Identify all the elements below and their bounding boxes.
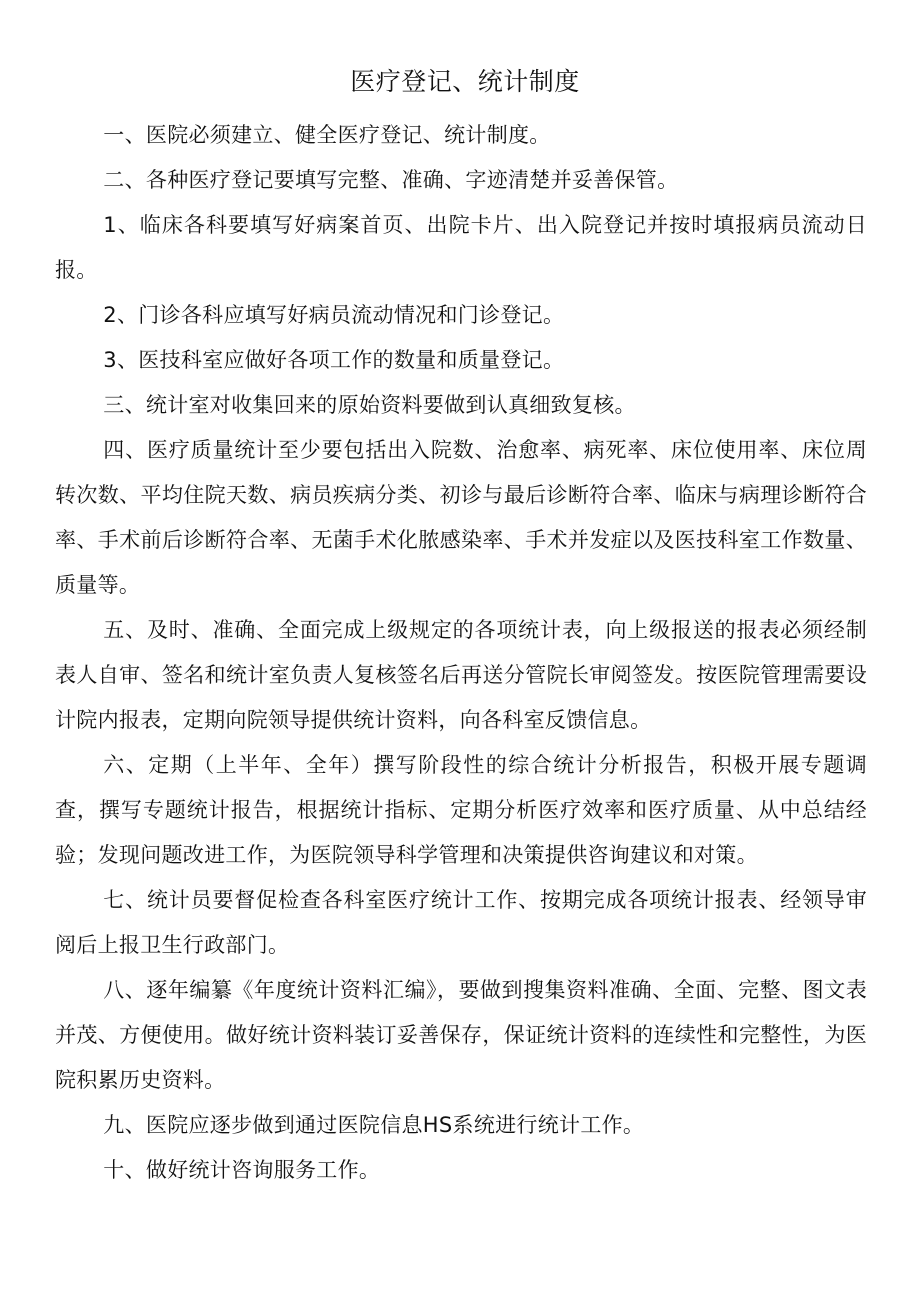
paragraph-6: 六、定期（上半年、全年）撰写阶段性的综合统计分析报告，积极开展专题调查，撰写专题统计报告，根据统计指标、定期分析医疗效率和医疗质量、从中总结经验；发现问题改进工作，为医院领导科学管理和决策提供咨询建议和对策。 (55, 753, 867, 867)
paragraph-1: 一、医院必须建立、健全医疗登记、统计制度。 (103, 123, 551, 147)
paragraph-8: 八、逐年编纂《年度统计资料汇编》，要做到搜集资料准确、全面、完整、图文表并茂、方便使用。做好统计资料装订妥善保存，保证统计资料的连续性和完整性，为医院积累历史资料。 (55, 978, 867, 1092)
paragraph-2-item-1: 1、临床各科要填写好病案首页、出院卡片、出入院登记并按时填报病员流动日报。 (55, 213, 867, 282)
document-body (55, 113, 867, 1193)
paragraph-9: 九、医院应逐步做到通过医院信息HS系统进行统计工作。 (103, 1113, 645, 1137)
paragraph-7: 七、统计员要督促检查各科室医疗统计工作、按期完成各项统计报表、经领导审阅后上报卫生行政部门。 (55, 888, 867, 957)
paragraph-10: 十、做好统计咨询服务工作。 (103, 1158, 381, 1182)
paragraph-5: 五、及时、准确、全面完成上级规定的各项统计表，向上级报送的报表必须经制表人自审、签名和统计室负责人复核签名后再送分管院长审阅签发。按医院管理需要设计院内报表，定期向院领导提供统计资料，向各科室反馈信息。 (55, 618, 867, 732)
paragraph-3: 三、统计室对收集回来的原始资料要做到认真细致复核。 (103, 393, 636, 417)
paragraph-4: 四、医疗质量统计至少要包括出入院数、治愈率、病死率、床位使用率、床位周转次数、平均住院天数、病员疾病分类、初诊与最后诊断符合率、临床与病理诊断符合率、手术前后诊断符合率、无菌手术化脓感染率、手术并发症以及医技科室工作数量、质量等。 (55, 438, 867, 597)
paragraph-2-item-2: 2、门诊各科应填写好病员流动情况和门诊登记。 (103, 303, 565, 327)
paragraph-2-item-3: 3、医技科室应做好各项工作的数量和质量登记。 (103, 348, 565, 372)
document-title: 医疗登记、统计制度 (350, 67, 580, 96)
paragraph-2: 二、各种医疗登记要填写完整、准确、字迹清楚并妥善保管。 (103, 168, 679, 192)
